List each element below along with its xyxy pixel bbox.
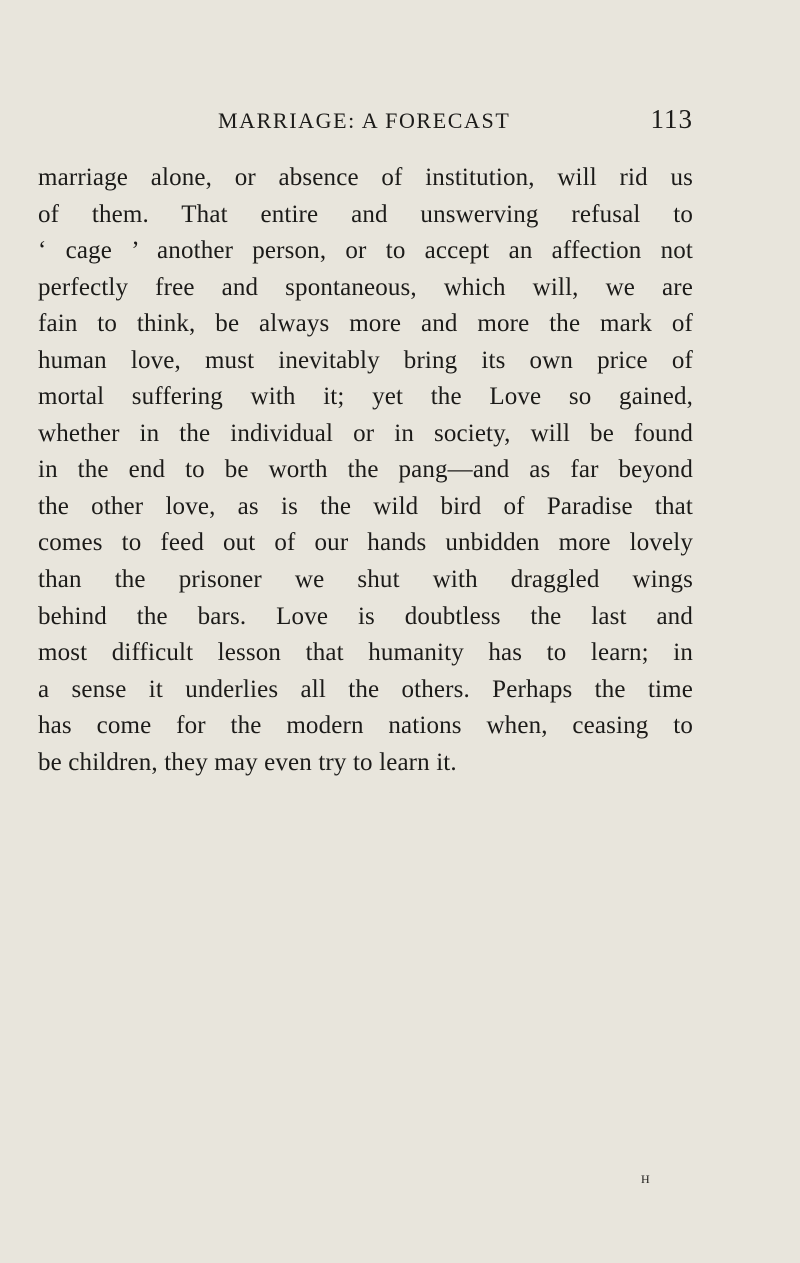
text-line: whether in the individual or in society, will be found (38, 419, 693, 447)
body-text (38, 160, 693, 781)
text-line: marriage alone, or absence of institution, will rid us (38, 164, 693, 191)
text-line: comes to feed out of our hands unbidden more lovely (38, 529, 693, 557)
text-line: perfectly free and spontaneous, which will, we are (38, 273, 693, 301)
text-line: most difficult lesson that humanity has to learn; in (38, 639, 693, 667)
text-line: the other love, as is the wild bird of Paradise that (38, 492, 693, 520)
text-line: has come for the modern nations when, ceasing to (38, 712, 693, 740)
running-head (38, 102, 693, 138)
text-line: mortal suffering with it; yet the Love so gained, (38, 383, 693, 411)
text-line: ‘ cage ’ another person, or to accept an affection not (38, 237, 693, 265)
running-title: MARRIAGE: A FORECAST (218, 108, 511, 133)
text-line: than the prisoner we shut with draggled wings (38, 566, 693, 594)
text-line: in the end to be worth the pang—and as far beyond (38, 456, 693, 484)
page-number: 113 (650, 104, 693, 134)
signature-mark: H (641, 1172, 651, 1186)
text-line: of them. That entire and unswerving refusal to (38, 200, 693, 228)
text-line: human love, must inevitably bring its own price of (38, 346, 693, 374)
text-line: behind the bars. Love is doubtless the last and (38, 602, 693, 630)
text-line: a sense it underlies all the others. Perhaps the time (38, 675, 693, 703)
text-line: fain to think, be always more and more the mark of (38, 310, 693, 338)
text-line: be children, they may even try to learn it. (38, 748, 457, 776)
